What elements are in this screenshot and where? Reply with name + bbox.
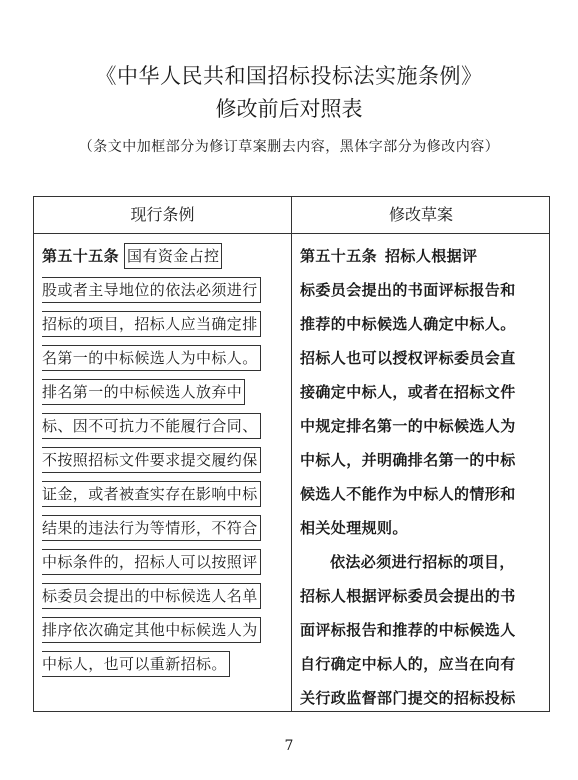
header-current: 现行条例: [130, 205, 195, 224]
deleted-text: 证金，或者被查实存在影响中标: [42, 481, 261, 507]
current-line: [42, 409, 288, 443]
current-line: [42, 579, 288, 613]
document-subtitle: 修改前后对照表: [215, 97, 363, 121]
deleted-text: 不按照招标文件要求提交履约保: [42, 447, 261, 473]
deleted-text: 名第一的中标候选人为中标人。: [42, 345, 261, 371]
draft-article-number: 第五十五条: [300, 247, 378, 265]
page-number: 7: [284, 738, 294, 754]
revised-text: 依法必须进行招标的项目，: [330, 553, 515, 571]
header-draft: 修改草案: [388, 205, 453, 224]
revised-text: 候选人不能作为中标人的情形和: [300, 485, 516, 503]
document-title: 《中华人民共和国招标投标法实施条例》: [95, 64, 483, 88]
revised-text: 中规定排名第一的中标候选人为: [300, 417, 516, 435]
current-line: [42, 613, 288, 647]
current-line: [42, 511, 288, 545]
revised-text: 面评标报告和推荐的中标候选人: [300, 621, 516, 639]
deleted-text: 排序依次确定其他中标候选人为: [42, 617, 261, 643]
deleted-text: 中标人，也可以重新招标。: [42, 651, 230, 677]
deleted-text: 招标的项目，招标人应当确定排: [42, 311, 261, 337]
deleted-text: 中标条件的，招标人可以按照评: [42, 549, 261, 575]
current-line: [42, 443, 288, 477]
revised-text: 关行政监督部门提交的招标投标: [300, 689, 516, 707]
current-line: [42, 375, 288, 409]
current-line: [42, 545, 288, 579]
revised-text: 推荐的中标候选人确定中标人。: [300, 315, 516, 333]
column-divider: [291, 197, 292, 711]
header-rule: [34, 233, 549, 234]
current-line: [42, 647, 288, 681]
current-article-number: 第五十五条: [42, 247, 120, 265]
draft-text-column: [300, 239, 546, 715]
deleted-text: 标、因不可抗力不能履行合同、: [42, 413, 261, 439]
revised-text: 招标人也可以授权评标委员会直: [300, 349, 516, 367]
deleted-text: 排名第一的中标候选人放弃中: [42, 379, 245, 405]
current-text-column: [42, 239, 288, 681]
current-line: [42, 341, 288, 375]
deleted-text: 国有资金占控: [124, 243, 222, 269]
revised-text: 招标人根据评标委员会提出的书: [300, 587, 516, 605]
document-note: （条文中加框部分为修订草案删去内容，黑体字部分为修改内容）: [78, 139, 500, 155]
current-line: [42, 273, 288, 307]
current-line-1: [42, 239, 288, 273]
current-line: [42, 307, 288, 341]
draft-line-1: [300, 239, 546, 273]
revised-text: 中标人，并明确排名第一的中标: [300, 451, 516, 469]
revised-text: 标委员会提出的书面评标报告和: [300, 281, 516, 299]
current-line: [42, 477, 288, 511]
deleted-text: 标委员会提出的中标候选人名单: [42, 583, 261, 609]
revised-text: 接确定中标人，或者在招标文件: [300, 383, 516, 401]
revised-text: 自行确定中标人的，应当在向有: [300, 655, 516, 673]
deleted-text: 股或者主导地位的依法必须进行: [42, 277, 261, 303]
revised-text: 招标人根据评: [385, 247, 478, 265]
comparison-table: [33, 196, 550, 712]
revised-text: 相关处理规则。: [300, 519, 408, 537]
deleted-text: 结果的违法行为等情形，不符合: [42, 515, 261, 541]
